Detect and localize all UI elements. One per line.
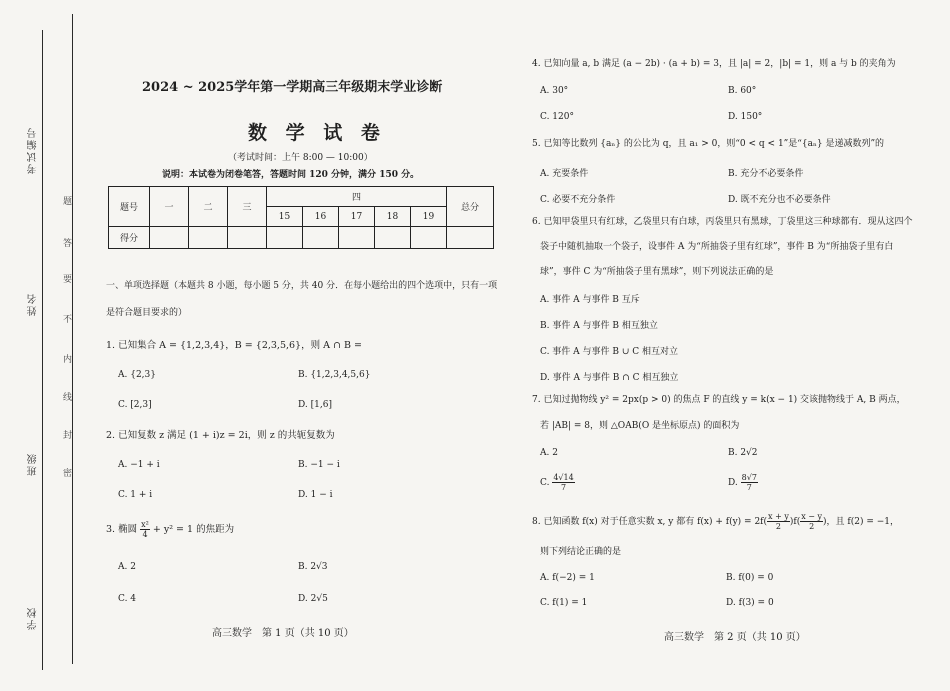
seal-char: 封 — [63, 431, 73, 441]
question-2-stem: 2. 已知复数 z 满足 (1 + i)z = 2i，则 z 的共轭复数为 — [106, 430, 335, 441]
score-cell — [189, 227, 228, 249]
question-3-option-d: D. 2√5 — [298, 594, 328, 604]
question-2-option-d: D. 1 − i — [298, 490, 333, 500]
fraction-numerator: 8√7 — [741, 473, 757, 482]
fraction-numerator: x² — [141, 520, 149, 529]
question-8-stem-line-1 — [532, 512, 899, 531]
fraction-denominator: 7 — [560, 483, 567, 492]
question-7-option-b: B. 2√2 — [728, 448, 758, 458]
section-1-heading: 一、单项选择题（本题共 8 小题，每小题 5 分，共 40 分．在每小题给出的四个选项中，只有一项 — [106, 281, 498, 291]
score-sub-col: 18 — [375, 207, 411, 227]
option-letter: D. — [728, 478, 738, 488]
seal-char: 内 — [63, 355, 73, 365]
score-cell — [411, 227, 447, 249]
binding-margin — [0, 0, 80, 691]
exam-instructions: 说明：本试卷为闭卷笔答，答题时间 120 分钟，满分 150 分。 — [162, 170, 420, 180]
question-8-fraction-1 — [767, 512, 790, 531]
question-3-option-b: B. 2√3 — [298, 562, 328, 572]
question-2-option-c: C. 1 + i — [118, 490, 153, 500]
question-3-stem-pre: 3. 椭圆 — [106, 524, 138, 535]
question-6-option-a: A. 事件 A 与事件 B 互斥 — [540, 295, 640, 305]
name-label: 姓名 — [28, 292, 39, 316]
seal-char: 要 — [63, 275, 73, 285]
fraction-denominator: 7 — [746, 483, 752, 492]
question-6-option-d: D. 事件 A 与事件 B ∩ C 相互独立 — [540, 373, 679, 383]
question-4-option-d: D. 150° — [728, 112, 763, 122]
section-1-heading-cont: 是符合题目要求的） — [106, 308, 188, 318]
exam-time-note: （考试时间：上午 8:00 — 10:00） — [228, 153, 373, 163]
fraction-numerator: x − y — [801, 512, 823, 521]
question-8-stem-mid: )f( — [789, 517, 801, 527]
score-cell — [228, 227, 267, 249]
question-4-option-c: C. 120° — [540, 112, 574, 122]
seal-char: 密 — [63, 469, 73, 479]
score-table-label-number: 题号 — [109, 187, 150, 227]
score-cell — [447, 227, 494, 249]
question-8-stem-pre: 8. 已知函数 f(x) 对于任意实数 x, y 都有 f(x) + f(y) = 2f( — [532, 517, 768, 527]
seal-char: 答 — [63, 239, 73, 249]
question-1-option-d: D. [1,6] — [298, 400, 332, 410]
score-col-3: 三 — [228, 187, 267, 227]
binding-line-outer — [42, 30, 43, 670]
score-sub-col: 16 — [303, 207, 339, 227]
score-cell — [375, 227, 411, 249]
question-6-stem-line-2: 袋子中随机抽取一个袋子，设事件 A 为“所抽袋子里有红球”，事件 B 为“所抽袋子里有白 — [540, 242, 894, 252]
score-table — [108, 186, 494, 249]
question-8-option-d: D. f(3) = 0 — [726, 598, 774, 608]
question-5-option-b: B. 充分不必要条件 — [728, 169, 804, 179]
fraction-denominator: 2 — [809, 522, 815, 531]
question-5-option-c: C. 必要不充分条件 — [540, 195, 616, 205]
question-2-option-b: B. −1 − i — [298, 460, 340, 470]
question-3-fraction — [140, 520, 150, 539]
fraction-numerator: x + y — [768, 512, 789, 521]
question-1-stem: 1. 已知集合 A = {1,2,3,4}，B = {2,3,5,6}，则 A ∩ B = — [106, 340, 362, 351]
question-1-option-c: C. [2,3] — [118, 400, 152, 410]
question-8-option-a: A. f(−2) = 1 — [540, 573, 595, 583]
score-col-2: 二 — [189, 187, 228, 227]
question-1-option-a: A. {2,3} — [118, 370, 156, 380]
question-4-option-b: B. 60° — [728, 86, 757, 96]
score-cell — [150, 227, 189, 249]
score-cell — [303, 227, 339, 249]
option-letter: C. — [540, 478, 550, 488]
question-7-option-d — [728, 473, 758, 492]
question-1-option-b: B. {1,2,3,4,5,6} — [298, 370, 371, 380]
score-group-4: 四 — [267, 187, 447, 207]
question-4-option-a: A. 30° — [540, 86, 569, 96]
question-7-option-c — [540, 473, 575, 492]
score-sub-col: 19 — [411, 207, 447, 227]
seal-char: 线 — [63, 393, 73, 403]
page-2-footer: 高三数学 第 2 页（共 10 页） — [664, 632, 806, 643]
exam-number-label: 考试编号 — [28, 126, 39, 174]
question-8-stem-line-2: 则下列结论正确的是 — [540, 547, 622, 557]
question-6-stem-line-1: 6. 已知甲袋里只有红球，乙袋里只有白球，丙袋里只有黑球，丁袋里这三种球都有．现从这四个 — [532, 217, 913, 227]
question-7-option-c-fraction — [552, 473, 574, 492]
fraction-numerator: 4√14 — [553, 473, 574, 482]
question-8-stem-post: )，且 f(2) = −1， — [823, 517, 900, 527]
question-8-option-b: B. f(0) = 0 — [726, 573, 774, 583]
score-table-label-score: 得分 — [109, 227, 150, 249]
score-sub-col: 17 — [339, 207, 375, 227]
question-8-fraction-2 — [800, 512, 823, 531]
question-3-stem — [106, 520, 234, 539]
question-6-stem-line-3: 球”，事件 C 为“所抽袋子里有黑球”，则下列说法正确的是 — [540, 267, 774, 277]
school-label: 学校 — [28, 606, 39, 630]
question-8-option-c: C. f(1) = 1 — [540, 598, 588, 608]
score-total-label: 总分 — [447, 187, 494, 227]
question-5-stem: 5. 已知等比数列 {aₙ} 的公比为 q，且 a₁ > 0，则“0 < q < 1”是“{aₙ} 是递减数列”的 — [532, 139, 885, 149]
seal-char: 题 — [63, 197, 73, 207]
question-3-option-c: C. 4 — [118, 594, 137, 604]
score-cell — [267, 227, 303, 249]
question-5-option-a: A. 充要条件 — [540, 169, 589, 179]
score-sub-col: 15 — [267, 207, 303, 227]
page-1-footer: 高三数学 第 1 页（共 10 页） — [212, 628, 354, 639]
score-cell — [339, 227, 375, 249]
class-label: 班级 — [28, 452, 39, 476]
question-7-option-d-fraction — [741, 473, 758, 492]
question-6-option-b: B. 事件 A 与事件 B 相互独立 — [540, 321, 658, 331]
question-6-option-c: C. 事件 A 与事件 B ∪ C 相互对立 — [540, 347, 678, 357]
question-3-stem-post: + y² = 1 的焦距为 — [152, 524, 235, 535]
fraction-denominator: 2 — [775, 522, 781, 531]
question-3-option-a: A. 2 — [118, 562, 136, 572]
seal-char: 不 — [63, 315, 73, 325]
score-col-1: 一 — [150, 187, 189, 227]
exam-heading: 2024 ~ 2025学年第一学期高三年级期末学业诊断 — [142, 80, 443, 95]
question-7-stem-line-2: 若 |AB| = 8，则 △OAB(O 是坐标原点) 的面积为 — [540, 421, 740, 431]
question-5-option-d: D. 既不充分也不必要条件 — [728, 195, 831, 205]
binding-line-inner — [72, 14, 73, 664]
question-7-stem-line-1: 7. 已知过抛物线 y² = 2px(p > 0) 的焦点 F 的直线 y = k(x − 1) 交该抛物线于 A, B 两点， — [532, 395, 906, 405]
question-2-option-a: A. −1 + i — [118, 460, 160, 470]
question-7-option-a: A. 2 — [540, 448, 558, 458]
exam-title: 数 学 试 卷 — [248, 122, 386, 144]
question-4-stem: 4. 已知向量 a, b 满足 (a − 2b) · (a + b) = 3，且 |a| = 2，|b| = 1，则 a 与 b 的夹角为 — [532, 59, 896, 69]
fraction-denominator: 4 — [142, 530, 148, 539]
